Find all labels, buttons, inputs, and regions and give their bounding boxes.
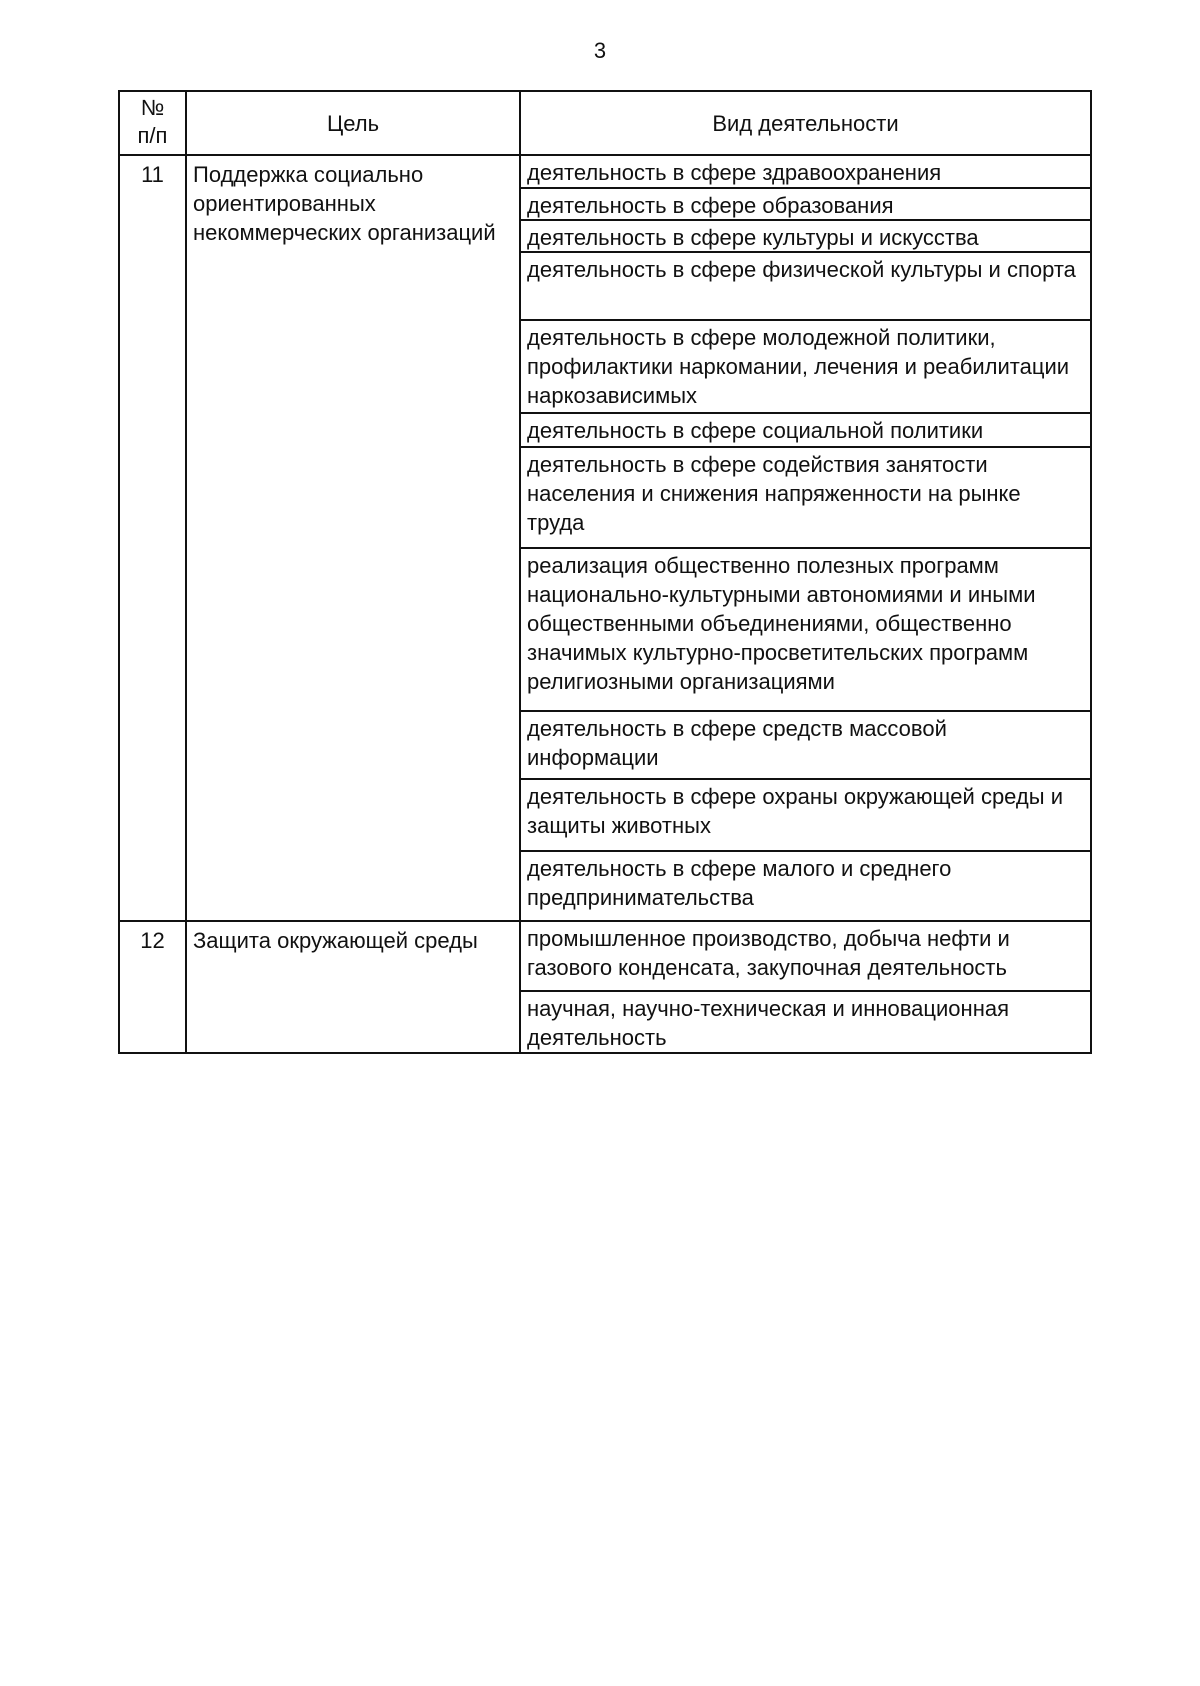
table-row [120,920,1090,1052]
header-goal: Цель [187,92,521,154]
page-number: 3 [593,38,607,63]
activity-item: деятельность в сфере здравоохранения [527,160,942,185]
activity-item: реализация общественно полезных программ национально-культурными автономиями и иными общественными объединениями, общественно значимых культурно-просветительских программ религиозными организациями [521,547,1090,710]
header-number-abbr: п/п [137,123,168,148]
table-row [120,154,1090,920]
activity-item: деятельность в сфере культуры и искусства [521,219,1090,251]
activity-table [118,90,1092,1054]
activity-item: промышленное производство, добыча нефти и газового конденсата, закупочная деятельность [527,926,1010,980]
activity-item: деятельность в сфере средств массовой информации [521,710,1090,778]
row-goal: Защита окружающей среды [187,922,521,1052]
row-number: 12 [120,922,187,1052]
activity-item: деятельность в сфере физической культуры и спорта [521,251,1090,319]
row-number: 11 [120,156,187,920]
activity-list [521,156,1090,920]
header-number-sign: № [140,95,165,120]
row-goal: Поддержка социально ориентированных некоммерческих организаций [187,156,521,920]
header-number [120,92,187,154]
activity-item: деятельность в сфере молодежной политики, профилактики наркомании, лечения и реабилитации наркозависимых [521,319,1090,412]
activity-item: научная, научно-техническая и инновационная деятельность [521,990,1090,1052]
activity-item: деятельность в сфере социальной политики [521,412,1090,446]
activity-item: деятельность в сфере охраны окружающей среды и защиты животных [521,778,1090,850]
table-header-row [120,92,1090,154]
activity-item: деятельность в сфере малого и среднего предпринимательства [521,850,1090,920]
header-activity: Вид деятельности [712,110,899,136]
activity-item: деятельность в сфере содействия занятости населения и снижения напряженности на рынке труда [521,446,1090,547]
activity-list [521,922,1090,1052]
activity-item: деятельность в сфере образования [521,187,1090,219]
